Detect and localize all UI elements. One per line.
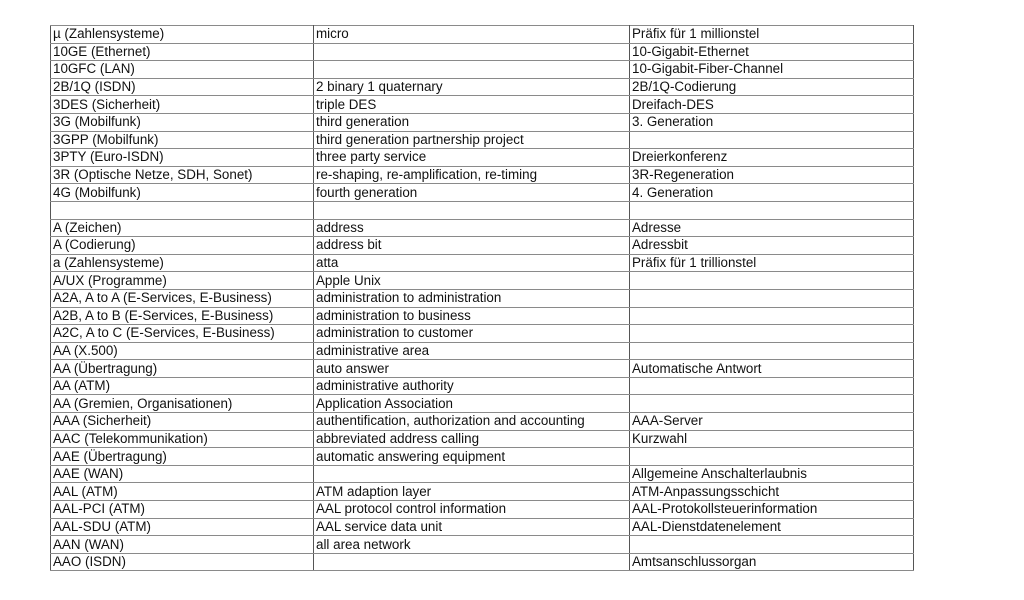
german-cell[interactable] xyxy=(630,395,914,413)
german-cell[interactable]: Kurzwahl xyxy=(630,430,914,448)
german-cell[interactable]: 10-Gigabit-Fiber-Channel xyxy=(630,61,914,79)
german-cell[interactable]: Amtsanschlussorgan xyxy=(630,553,914,571)
english-cell[interactable]: micro xyxy=(314,26,630,44)
german-cell[interactable]: 4. Generation xyxy=(630,184,914,202)
table-row xyxy=(51,377,914,395)
german-cell[interactable]: Präfix für 1 millionstel xyxy=(630,26,914,44)
english-cell[interactable] xyxy=(314,43,630,61)
english-cell[interactable]: address bit xyxy=(314,237,630,255)
german-cell[interactable] xyxy=(630,201,914,219)
german-cell[interactable] xyxy=(630,377,914,395)
english-cell[interactable]: third generation xyxy=(314,113,630,131)
english-cell[interactable]: 2 binary 1 quaternary xyxy=(314,78,630,96)
german-cell[interactable] xyxy=(630,272,914,290)
table-row xyxy=(51,307,914,325)
glossary-table-body xyxy=(51,26,914,571)
term-cell[interactable]: 3G (Mobilfunk) xyxy=(51,113,314,131)
english-cell[interactable]: automatic answering equipment xyxy=(314,448,630,466)
english-cell[interactable] xyxy=(314,465,630,483)
table-row xyxy=(51,448,914,466)
german-cell[interactable] xyxy=(630,342,914,360)
german-cell[interactable] xyxy=(630,448,914,466)
german-cell[interactable]: 10-Gigabit-Ethernet xyxy=(630,43,914,61)
german-cell[interactable] xyxy=(630,536,914,554)
term-cell[interactable]: A2C, A to C (E-Services, E-Business) xyxy=(51,325,314,343)
table-row xyxy=(51,219,914,237)
english-cell[interactable]: AAL protocol control information xyxy=(314,501,630,519)
table-row xyxy=(51,553,914,571)
term-cell[interactable]: AAE (WAN) xyxy=(51,465,314,483)
term-cell[interactable]: AA (ATM) xyxy=(51,377,314,395)
term-cell[interactable]: AAA (Sicherheit) xyxy=(51,413,314,431)
english-cell[interactable]: administrative area xyxy=(314,342,630,360)
table-row xyxy=(51,131,914,149)
term-cell[interactable]: 10GE (Ethernet) xyxy=(51,43,314,61)
table-row xyxy=(51,289,914,307)
german-cell[interactable]: Allgemeine Anschalterlaubnis xyxy=(630,465,914,483)
table-row xyxy=(51,272,914,290)
term-cell[interactable]: a (Zahlensysteme) xyxy=(51,254,314,272)
table-row xyxy=(51,342,914,360)
german-cell[interactable]: 3. Generation xyxy=(630,113,914,131)
table-row xyxy=(51,201,914,219)
german-cell[interactable] xyxy=(630,289,914,307)
german-cell[interactable]: ATM-Anpassungsschicht xyxy=(630,483,914,501)
table-row xyxy=(51,166,914,184)
term-cell[interactable]: AAL (ATM) xyxy=(51,483,314,501)
term-cell[interactable]: A (Codierung) xyxy=(51,237,314,255)
term-cell[interactable]: A2B, A to B (E-Services, E-Business) xyxy=(51,307,314,325)
english-cell[interactable] xyxy=(314,61,630,79)
term-cell[interactable]: µ (Zahlensysteme) xyxy=(51,26,314,44)
german-cell[interactable] xyxy=(630,307,914,325)
term-cell[interactable]: 3PTY (Euro-ISDN) xyxy=(51,149,314,167)
table-row xyxy=(51,26,914,44)
english-cell[interactable]: three party service xyxy=(314,149,630,167)
table-row xyxy=(51,483,914,501)
english-cell[interactable]: authentification, authorization and accounting xyxy=(314,413,630,431)
english-cell[interactable]: all area network xyxy=(314,536,630,554)
english-cell[interactable]: abbreviated address calling xyxy=(314,430,630,448)
term-cell[interactable] xyxy=(51,201,314,219)
english-cell[interactable]: triple DES xyxy=(314,96,630,114)
term-cell[interactable]: AAL-PCI (ATM) xyxy=(51,501,314,519)
english-cell[interactable]: ATM adaption layer xyxy=(314,483,630,501)
german-cell[interactable]: 2B/1Q-Codierung xyxy=(630,78,914,96)
english-cell[interactable]: auto answer xyxy=(314,360,630,378)
term-cell[interactable]: 3R (Optische Netze, SDH, Sonet) xyxy=(51,166,314,184)
table-row xyxy=(51,43,914,61)
term-cell[interactable]: 10GFC (LAN) xyxy=(51,61,314,79)
term-cell[interactable]: AAO (ISDN) xyxy=(51,553,314,571)
table-row xyxy=(51,78,914,96)
table-row xyxy=(51,61,914,79)
english-cell[interactable]: re-shaping, re-amplification, re-timing xyxy=(314,166,630,184)
table-row xyxy=(51,237,914,255)
german-cell[interactable] xyxy=(630,325,914,343)
term-cell[interactable]: AAN (WAN) xyxy=(51,536,314,554)
table-row xyxy=(51,501,914,519)
term-cell[interactable]: A2A, A to A (E-Services, E-Business) xyxy=(51,289,314,307)
english-cell[interactable] xyxy=(314,553,630,571)
term-cell[interactable]: A/UX (Programme) xyxy=(51,272,314,290)
term-cell[interactable]: AA (X.500) xyxy=(51,342,314,360)
english-cell[interactable]: administration to administration xyxy=(314,289,630,307)
english-cell[interactable]: Application Association xyxy=(314,395,630,413)
german-cell[interactable]: Dreifach-DES xyxy=(630,96,914,114)
english-cell[interactable]: AAL service data unit xyxy=(314,518,630,536)
english-cell[interactable]: administration to business xyxy=(314,307,630,325)
english-cell[interactable]: atta xyxy=(314,254,630,272)
german-cell[interactable]: AAL-Protokollsteuerinformation xyxy=(630,501,914,519)
german-cell[interactable]: Adressbit xyxy=(630,237,914,255)
english-cell[interactable]: Apple Unix xyxy=(314,272,630,290)
german-cell[interactable]: Präfix für 1 trillionstel xyxy=(630,254,914,272)
term-cell[interactable]: 3GPP (Mobilfunk) xyxy=(51,131,314,149)
english-cell[interactable]: administration to customer xyxy=(314,325,630,343)
english-cell[interactable]: fourth generation xyxy=(314,184,630,202)
table-row xyxy=(51,360,914,378)
german-cell[interactable] xyxy=(630,131,914,149)
table-row xyxy=(51,518,914,536)
term-cell[interactable]: 3DES (Sicherheit) xyxy=(51,96,314,114)
table-row xyxy=(51,536,914,554)
term-cell[interactable]: AAL-SDU (ATM) xyxy=(51,518,314,536)
table-row xyxy=(51,184,914,202)
table-row xyxy=(51,96,914,114)
term-cell[interactable]: A (Zeichen) xyxy=(51,219,314,237)
table-row xyxy=(51,395,914,413)
table-row xyxy=(51,325,914,343)
table-row xyxy=(51,430,914,448)
german-cell[interactable]: Dreierkonferenz xyxy=(630,149,914,167)
table-row xyxy=(51,413,914,431)
english-cell[interactable] xyxy=(314,201,630,219)
english-cell[interactable]: third generation partnership project xyxy=(314,131,630,149)
term-cell[interactable]: 4G (Mobilfunk) xyxy=(51,184,314,202)
term-cell[interactable]: 2B/1Q (ISDN) xyxy=(51,78,314,96)
term-cell[interactable]: AA (Übertragung) xyxy=(51,360,314,378)
german-cell[interactable]: Adresse xyxy=(630,219,914,237)
german-cell[interactable]: AAA-Server xyxy=(630,413,914,431)
table-row xyxy=(51,254,914,272)
german-cell[interactable]: Automatische Antwort xyxy=(630,360,914,378)
term-cell[interactable]: AAC (Telekommunikation) xyxy=(51,430,314,448)
german-cell[interactable]: 3R-Regeneration xyxy=(630,166,914,184)
glossary-table xyxy=(50,25,914,571)
term-cell[interactable]: AA (Gremien, Organisationen) xyxy=(51,395,314,413)
term-cell[interactable]: AAE (Übertragung) xyxy=(51,448,314,466)
table-row xyxy=(51,149,914,167)
english-cell[interactable]: administrative authority xyxy=(314,377,630,395)
table-row xyxy=(51,465,914,483)
english-cell[interactable]: address xyxy=(314,219,630,237)
german-cell[interactable]: AAL-Dienstdatenelement xyxy=(630,518,914,536)
table-row xyxy=(51,113,914,131)
